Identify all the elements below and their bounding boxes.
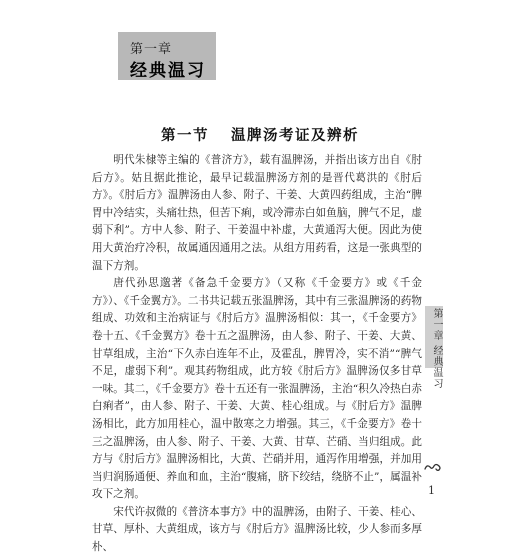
chapter-title: 经典温习: [130, 61, 206, 81]
section-title: 温脾汤考证及辨析: [231, 127, 359, 144]
paragraph: 唐代孙思邈著《备急千金要方》（又称《千金要方》或《千金方》）、《千金翼方》。二书共记载五张温脾汤，其中有三张温脾汤的药物组成、功效和主治病证与《肘后方》温脾汤相似：其一，《千金要方》卷十五、《千金翼方》卷十五之温脾汤，由人参、附子、干姜、大黄、甘草组成，主治“下久赤白连年不止，及霍乱，脾胃冷，实不消”“脾气不足，虚弱下利”。观其药物组成，此方较《肘后方》温脾汤仅多甘草一味。其二，《千金要方》卷十五还有一张温脾汤，主治“积久冷热白赤白痢者”，由人参、附子、干姜、大黄、桂心组成。与《肘后方》温脾汤相比，此方加用桂心，温中散寒之力增强。其三，《千金要方》卷十三之温脾汤，由人参、附子、干姜、大黄、甘草、芒硝、当归组成。此方与《肘后方》温脾汤相比，大黄、芒硝并用，通泻作用增强，并加用当归润肠通便、养血和血，主治“腹痛，脐下绞结，绕脐不止”，属温补攻下之剂。: [92, 277, 422, 501]
chapter-label: 第一章: [130, 42, 173, 57]
section-heading: [0, 124, 520, 145]
section-number: 第一节: [161, 127, 209, 144]
paragraph: 宋代许叔微的《普济本事方》中的温脾汤，由附子、干姜、桂心、甘草、厚朴、大黄组成，该方与《肘后方》温脾汤比较，少人参而多厚朴、: [92, 505, 422, 554]
body-text: [92, 152, 422, 557]
paragraph: 明代朱棣等主编的《普济方》，载有温脾汤，并指出该方出自《肘后方》。姑且据此推论，最早记载温脾汤方剂的是晋代葛洪的《肘后方》。《肘后方》温脾汤由人参、附子、干姜、大黄四药组成，主治“脾胃中冷结实，头痛壮热，但苦下痢，或冷滞赤白如鱼脑，脾气不足，虚弱下利”。方中人参、附子、干姜温中补虚，大黄通泻大便。因此为使用大黄治疗冷积，故属通因通用之法。从组方用药看，这是一张典型的温下方剂。: [92, 154, 422, 272]
page-number: 1: [428, 484, 435, 497]
cloud-scroll-icon: [424, 462, 442, 472]
side-tab-label: 第一章 经典温习: [431, 308, 442, 390]
